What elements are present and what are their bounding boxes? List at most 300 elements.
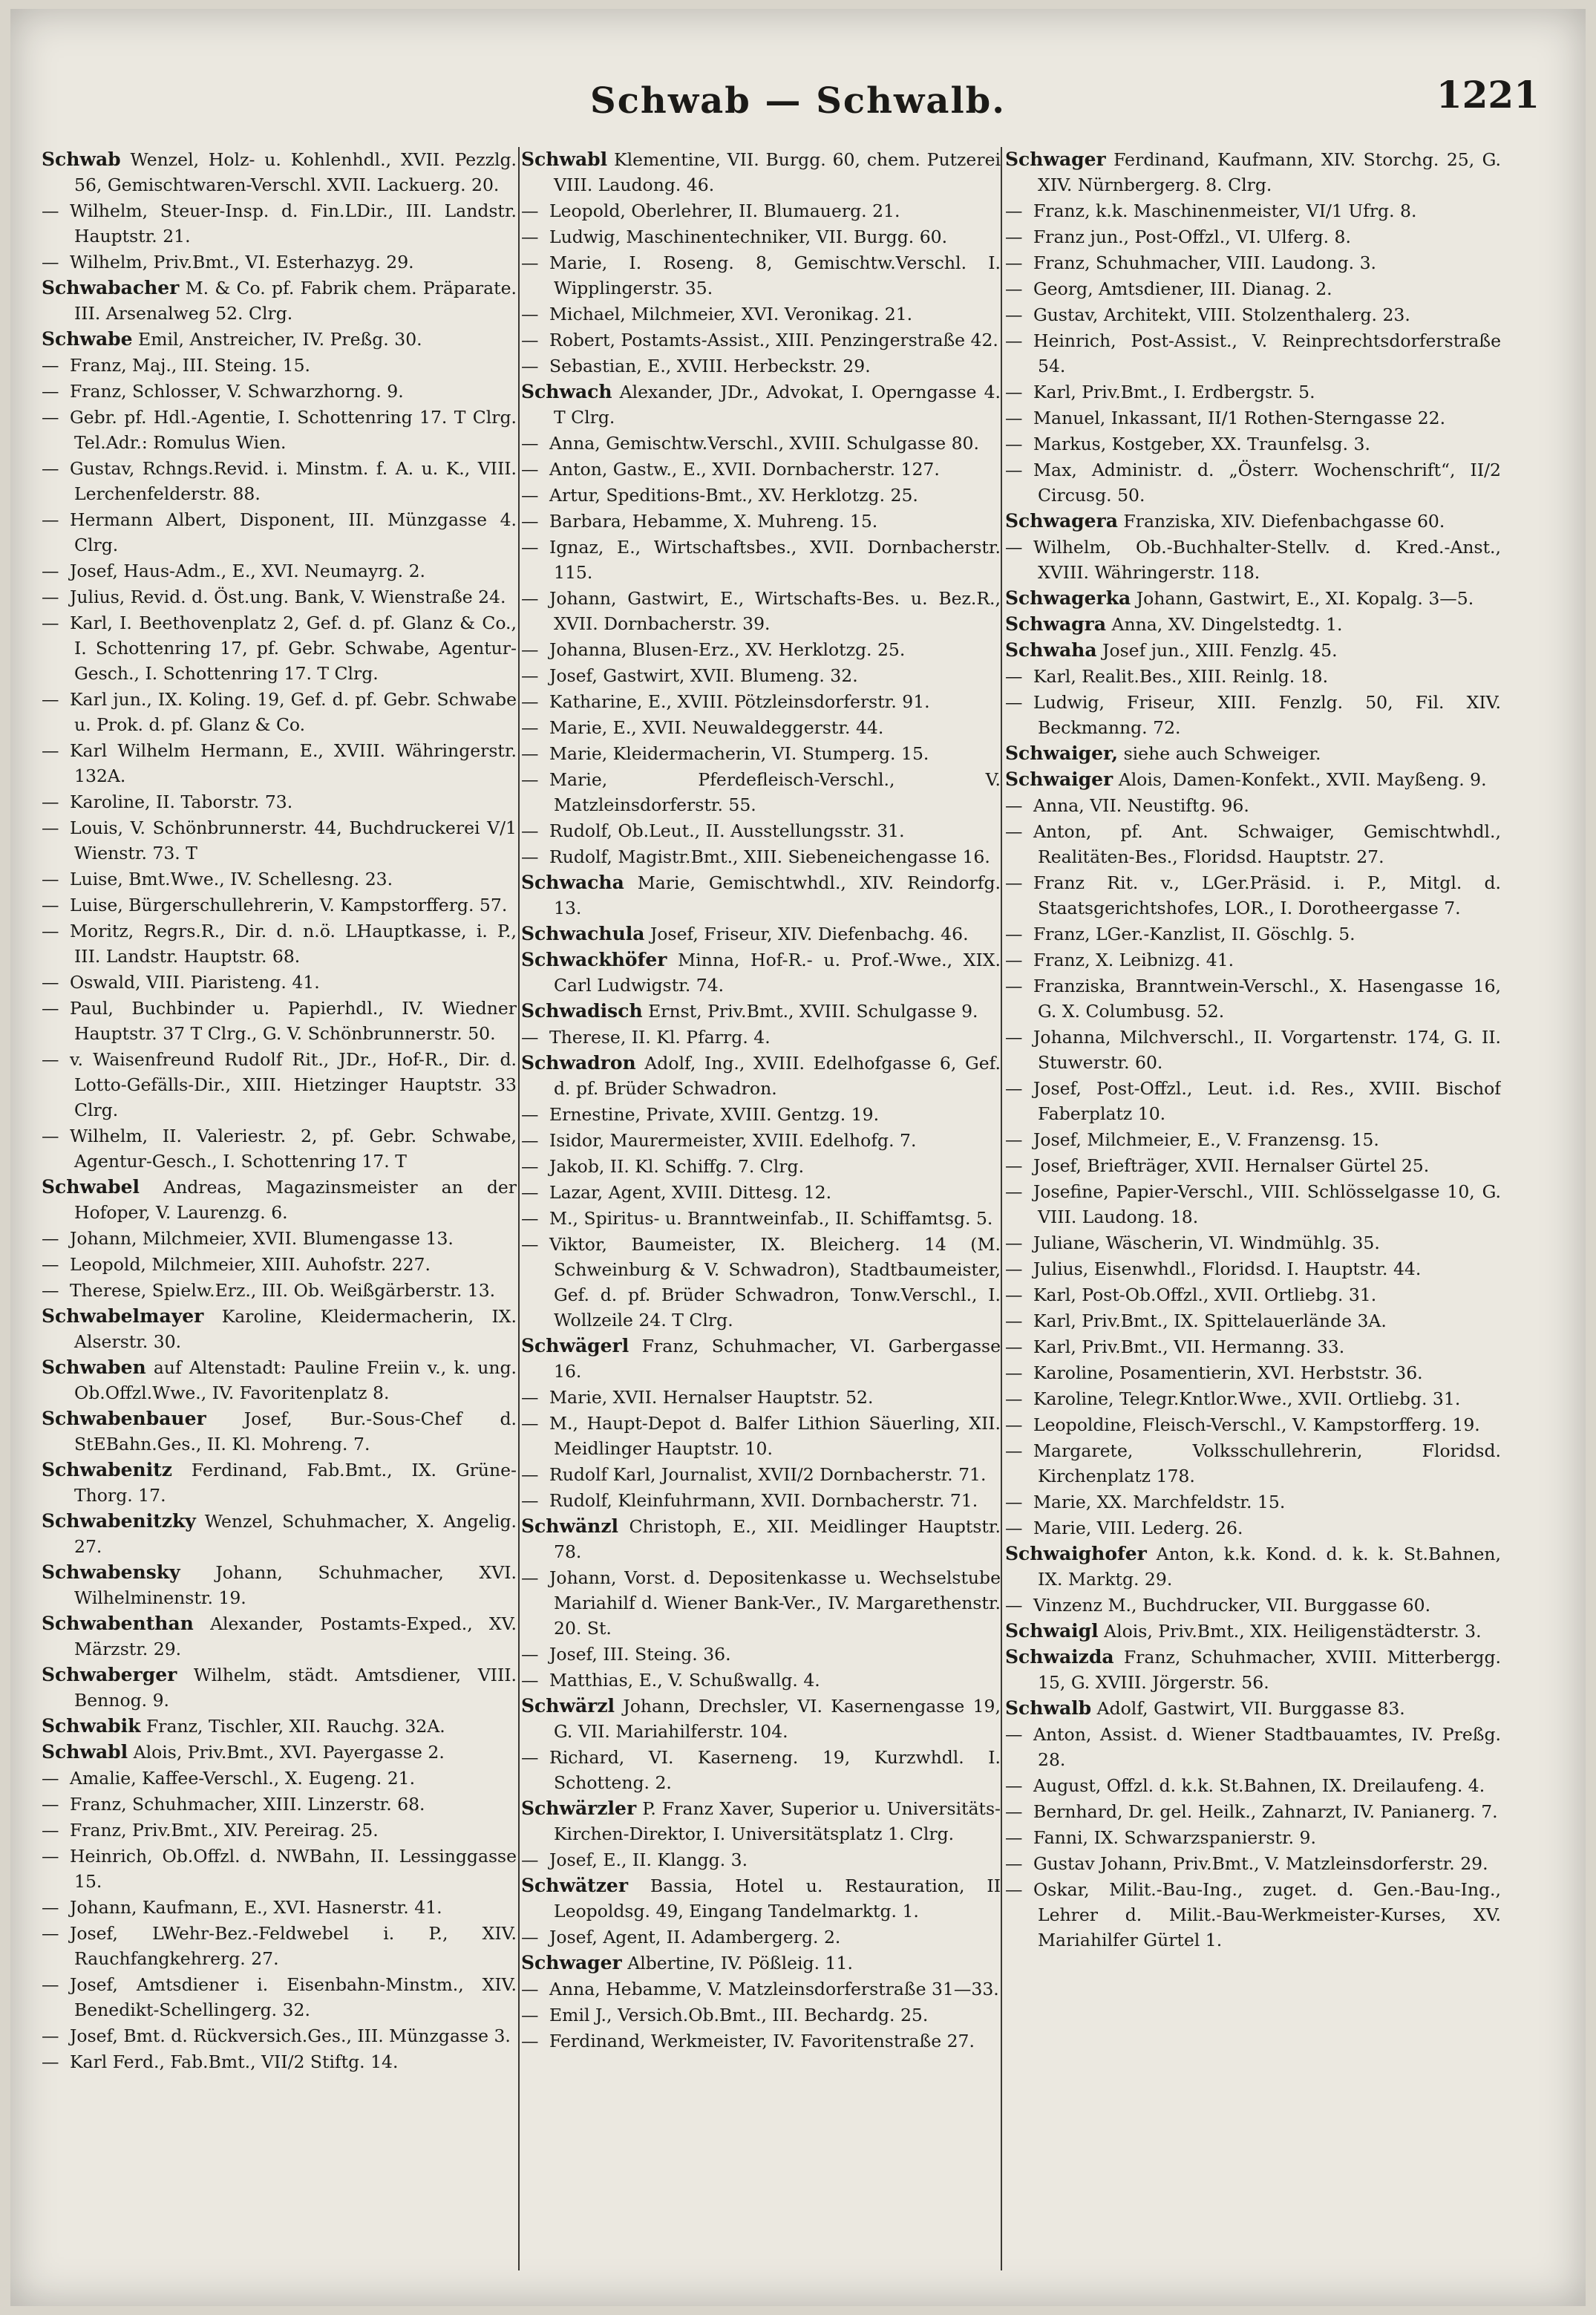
directory-entry [521, 1206, 1001, 1231]
entry-text: Minna, Hof-R.- u. Prof.-Wwe., XIX. Carl Ludwigstr. 74. [554, 950, 1001, 996]
directory-entry [521, 483, 1001, 508]
entry-text: Marie, XVII. Hernalser Hauptstr. 52. [549, 1387, 874, 1408]
entry-text: Amalie, Kaffee-Verschl., X. Eugeng. 21. [70, 1768, 416, 1789]
directory-entry [1005, 1722, 1501, 1772]
entry-text: Karoline, Posamentierin, XVI. Herbststr. 36. [1033, 1362, 1423, 1383]
continuation-dash: — [1005, 1129, 1023, 1150]
continuation-dash: — [521, 1156, 539, 1177]
entry-text: Leopold, Oberlehrer, II. Blumauerg. 21. [549, 200, 900, 221]
directory-entry [42, 1818, 517, 1843]
entry-text: Marie, Gemischtwhdl., XIV. Reindorfg. 13. [554, 872, 1001, 918]
directory-entry [1005, 1619, 1501, 1644]
continuation-dash: — [1005, 1879, 1023, 1900]
entry-surname: Schwaiger [1005, 768, 1113, 790]
continuation-dash: — [1005, 1440, 1023, 1461]
continuation-dash: — [521, 1130, 539, 1151]
entry-surname: Schwalb [1005, 1697, 1092, 1719]
entry-surname: Schwabensky [42, 1561, 180, 1583]
directory-entry [42, 1252, 517, 1277]
directory-entry [1005, 870, 1501, 921]
entry-surname: Schwaizda [1005, 1646, 1114, 1668]
entry-text: Josef, E., II. Klangg. 3. [549, 1849, 748, 1870]
entry-text: Gustav Johann, Priv.Bmt., V. Matzleinsdorferstr. 29. [1033, 1853, 1488, 1874]
entry-surname: Schwärzl [521, 1695, 615, 1717]
directory-entry [521, 1668, 1001, 1693]
directory-entry [42, 353, 517, 378]
directory-entry [521, 1694, 1001, 1744]
continuation-dash: — [521, 330, 539, 350]
continuation-dash: — [42, 1974, 59, 1995]
continuation-dash: — [1005, 226, 1023, 247]
directory-entry [1005, 586, 1501, 611]
directory-entry [521, 1488, 1001, 1513]
entry-text: Emil J., Versich.Ob.Bmt., III. Bechardg. 25. [549, 2005, 929, 2025]
entry-text: Anna, XV. Dingelstedtg. 1. [1111, 614, 1343, 635]
entry-text: Karoline, Kleidermacherin, IX. Alserstr. 30. [74, 1306, 517, 1352]
entry-text: Josef, Bmt. d. Rückversich.Ges., III. Münzgasse 3. [70, 2025, 511, 2046]
directory-entry [1005, 1515, 1501, 1541]
entry-text: Josef, Briefträger, XVII. Hernalser Gürtel 25. [1033, 1155, 1430, 1176]
entry-surname: Schwabenthan [42, 1613, 194, 1634]
entry-surname: Schwach [521, 381, 612, 402]
entry-surname: Schwaben [42, 1356, 146, 1378]
entry-text: Michael, Milchmeier, XVI. Veronikag. 21. [549, 304, 913, 324]
entry-text: Karl, Priv.Bmt., I. Erdbergstr. 5. [1033, 382, 1315, 402]
entry-text: Johann, Milchmeier, XVII. Blumengasse 13. [70, 1228, 454, 1249]
entry-text: Barbara, Hebamme, X. Muhreng. 15. [549, 511, 878, 532]
continuation-dash: — [521, 1490, 539, 1511]
directory-entry [1005, 638, 1501, 663]
entry-text: Franz, k.k. Maschinenmeister, VI/1 Ufrg. 8. [1033, 200, 1417, 221]
directory-entry [42, 1560, 517, 1610]
continuation-dash: — [42, 998, 59, 1019]
entry-text: Paul, Buchbinder u. Papierhdl., IV. Wiedner Hauptstr. 37 T Clrg., G. V. Schönbrunnerstr. 50. [70, 998, 517, 1044]
entry-text: Adolf, Gastwirt, VII. Burggasse 83. [1096, 1698, 1405, 1719]
directory-entry [521, 1642, 1001, 1667]
entry-text: Wilhelm, städt. Amtsdiener, VIII. Bennog. 9. [74, 1665, 517, 1711]
entry-text: Franziska, XIV. Diefenbachgasse 60. [1123, 511, 1445, 532]
directory-entry [521, 457, 1001, 482]
entry-text: Emil, Anstreicher, IV. Preßg. 30. [138, 329, 422, 350]
continuation-dash: — [42, 200, 59, 221]
directory-entry [42, 970, 517, 995]
entry-text: Viktor, Baumeister, IX. Bleicherg. 14 (M. Schweinburg & V. Schwadron), Stadtbaumeister, Gef. d. pf. Brüder Schwadron, Tonw.Verschl., I. Wollzeile 24. T Clrg. [549, 1234, 1001, 1330]
directory-entry [521, 327, 1001, 353]
continuation-dash: — [42, 895, 59, 915]
continuation-dash: — [1005, 1388, 1023, 1409]
entry-text: Wilhelm, II. Valeriestr. 2, pf. Gebr. Schwabe, Agentur-Gesch., I. Schottenring 17. T [70, 1126, 517, 1172]
continuation-dash: — [42, 252, 59, 272]
continuation-dash: — [521, 846, 539, 867]
continuation-dash: — [521, 200, 539, 221]
directory-entry [1005, 973, 1501, 1024]
entry-text: Oskar, Milit.-Bau-Ing., zuget. d. Gen.-Bau-Ing., Lehrer d. Milit.-Bau-Werkmeister-Kurses, XV. Mariahilfer Gürtel 1. [1033, 1879, 1501, 1950]
directory-entry [42, 456, 517, 506]
entry-text: Ferdinand, Kaufmann, XIV. Storchg. 25, G. XIV. Nürnbergerg. 8. Clrg. [1038, 149, 1501, 195]
directory-entry [1005, 535, 1501, 585]
entry-text: Karl jun., IX. Koling. 19, Gef. d. pf. Gebr. Schwabe u. Prok. d. pf. Glanz & Co. [70, 689, 517, 735]
continuation-dash: — [521, 2005, 539, 2025]
entry-surname: Schwaberger [42, 1664, 177, 1685]
entry-text: Josefine, Papier-Verschl., VIII. Schlösselgasse 10, G. VIII. Laudong. 18. [1033, 1181, 1501, 1227]
continuation-dash: — [1005, 408, 1023, 428]
continuation-dash: — [521, 588, 539, 609]
entry-text: Anna, VII. Neustiftg. 96. [1033, 795, 1249, 816]
directory-entry [521, 663, 1001, 688]
entry-surname: Schwager [1005, 148, 1106, 170]
continuation-dash: — [1005, 434, 1023, 454]
directory-entry [1005, 1127, 1501, 1152]
directory-entry [42, 275, 517, 326]
directory-entry [521, 844, 1001, 869]
continuation-dash: — [42, 817, 59, 838]
continuation-dash: — [42, 561, 59, 581]
directory-entry [521, 921, 1001, 947]
directory-entry [521, 1411, 1001, 1461]
page-number: 1221 [1436, 73, 1540, 117]
directory-entry [521, 637, 1001, 662]
continuation-dash: — [521, 639, 539, 660]
directory-entry [1005, 379, 1501, 405]
continuation-dash: — [521, 1567, 539, 1588]
directory-entry [1005, 690, 1501, 740]
entry-surname: Schwabenitzky [42, 1510, 196, 1532]
directory-entry [1005, 1825, 1501, 1850]
entry-text: Franz, Schuhmacher, XVIII. Mitterbergg. 15, G. XVIII. Jörgerstr. 56. [1038, 1647, 1501, 1693]
directory-entry [521, 250, 1001, 301]
entry-text: Julius, Revid. d. Öst.ung. Bank, V. Wienstraße 24. [70, 587, 506, 607]
directory-entry [42, 1123, 517, 1174]
continuation-dash: — [521, 1927, 539, 1947]
continuation-dash: — [42, 1794, 59, 1815]
continuation-dash: — [1005, 1310, 1023, 1331]
directory-entry [1005, 1179, 1501, 1230]
entry-text: Johann, Vorst. d. Depositenkasse u. Wechselstube Mariahilf d. Wiener Bank-Ver., IV. Margarethenstr. 20. St. [549, 1567, 1001, 1639]
continuation-dash: — [521, 1644, 539, 1665]
continuation-dash: — [42, 1846, 59, 1867]
continuation-dash: — [1005, 692, 1023, 713]
directory-entry [42, 379, 517, 404]
continuation-dash: — [521, 1208, 539, 1229]
continuation-dash: — [1005, 382, 1023, 402]
continuation-dash: — [521, 1747, 539, 1768]
entry-text: Anton, k.k. Kond. d. k. k. St.Bahnen, IX. Marktg. 29. [1038, 1544, 1501, 1590]
continuation-dash: — [42, 1820, 59, 1841]
entry-text: Franz, Schlosser, V. Schwarzhorng. 9. [70, 381, 404, 402]
entry-text: Wilhelm, Steuer-Insp. d. Fin.LDir., III. Landstr. Hauptstr. 21. [70, 200, 517, 246]
entry-text: Rudolf, Kleinfuhrmann, XVII. Dornbacherstr. 71. [549, 1490, 978, 1511]
directory-entry [1005, 1851, 1501, 1876]
directory-entry [1005, 1696, 1501, 1721]
continuation-dash: — [42, 613, 59, 633]
entry-text: Margarete, Volksschullehrerin, Floridsd. Kirchenplatz 178. [1033, 1440, 1501, 1486]
column-divider [1001, 147, 1002, 2270]
directory-entry [521, 1462, 1001, 1487]
directory-entry [42, 610, 517, 686]
entry-text: Franz, Schuhmacher, VIII. Laudong. 3. [1033, 252, 1377, 273]
directory-entry [1005, 1773, 1501, 1798]
entry-surname: Schwabel [42, 1176, 140, 1198]
continuation-dash: — [1005, 1027, 1023, 1048]
continuation-dash: — [1005, 1155, 1023, 1176]
directory-entry [521, 147, 1001, 197]
continuation-dash: — [1005, 304, 1023, 325]
continuation-dash: — [521, 1849, 539, 1870]
continuation-dash: — [521, 769, 539, 790]
directory-entry [1005, 457, 1501, 508]
entry-text: Matthias, E., V. Schußwallg. 4. [549, 1670, 820, 1691]
continuation-dash: — [42, 689, 59, 710]
continuation-dash: — [1005, 1492, 1023, 1512]
directory-entry [521, 1051, 1001, 1101]
continuation-dash: — [521, 1979, 539, 1999]
entry-surname: Schwadron [521, 1052, 636, 1074]
entry-text: M., Spiritus- u. Branntweinfab., II. Schiffamtsg. 5. [549, 1208, 993, 1229]
directory-entry [1005, 147, 1501, 197]
directory-entry [521, 2002, 1001, 2028]
directory-entry [42, 789, 517, 814]
directory-entry [42, 1278, 517, 1303]
entry-text: Josef, Haus-Adm., E., XVI. Neumayrg. 2. [70, 561, 425, 581]
continuation-dash: — [42, 740, 59, 761]
directory-entry [521, 2028, 1001, 2054]
entry-text: Franz, LGer.-Kanzlist, II. Göschlg. 5. [1033, 924, 1355, 944]
continuation-dash: — [42, 1126, 59, 1146]
directory-entry [1005, 767, 1501, 792]
entry-text: Gebr. pf. Hdl.-Agentie, I. Schottenring 17. T Clrg. Tel.Adr.: Romulus Wien. [70, 407, 517, 453]
directory-entry [1005, 1308, 1501, 1333]
directory-entry [1005, 1541, 1501, 1592]
entry-text: Anna, Hebamme, V. Matzleinsdorferstraße 31—33. [549, 1979, 999, 1999]
directory-entry [42, 558, 517, 584]
entry-text: Adolf, Ing., XVIII. Edelhofgasse 6, Gef. d. pf. Brüder Schwadron. [554, 1053, 1001, 1099]
entry-text: Heinrich, Ob.Offzl. d. NWBahn, II. Lessinggasse 15. [70, 1846, 517, 1892]
entry-text: Ludwig, Maschinentechniker, VII. Burgg. 60. [549, 226, 948, 247]
entry-surname: Schwabik [42, 1715, 141, 1737]
entry-text: Sebastian, E., XVIII. Herbeckstr. 29. [549, 356, 871, 376]
directory-page [10, 9, 1586, 2306]
entry-text: Franz, Maj., III. Steing. 15. [70, 355, 311, 376]
directory-entry [521, 586, 1001, 636]
entry-text: Jakob, II. Kl. Schiffg. 7. Clrg. [549, 1156, 805, 1177]
entry-text: Vinzenz M., Buchdrucker, VII. Burggasse 60. [1033, 1595, 1431, 1616]
continuation-dash: — [42, 2051, 59, 2072]
entry-text: Josef, Amtsdiener i. Eisenbahn-Minstm., XIV. Benedikt-Schellingerg. 32. [70, 1974, 517, 2020]
directory-entry [42, 1714, 517, 1739]
entry-text: Johann, Schuhmacher, XVI. Wilhelminenstr. 19. [74, 1562, 517, 1608]
directory-entry [42, 1509, 517, 1559]
directory-entry [1005, 1334, 1501, 1359]
directory-entry [521, 1128, 1001, 1153]
directory-entry [42, 1047, 517, 1123]
continuation-dash: — [521, 1387, 539, 1408]
entry-text: Gustav, Architekt, VIII. Stolzenthalerg. 23. [1033, 304, 1410, 325]
directory-entry [42, 1662, 517, 1713]
directory-entry [521, 1796, 1001, 1847]
entry-text: Josef, Friseur, XIV. Diefenbachg. 46. [650, 924, 969, 944]
directory-entry [521, 431, 1001, 456]
entry-text: auf Altenstadt: Pauline Freiin v., k. ung. Ob.Offzl.Wwe., IV. Favoritenplatz 8. [74, 1357, 517, 1403]
continuation-dash: — [1005, 1775, 1023, 1796]
entry-text: Karl, Priv.Bmt., VII. Hermanng. 33. [1033, 1336, 1345, 1357]
entry-text: Richard, VI. Kaserneng. 19, Kurzwhdl. I. Schotteng. 2. [549, 1747, 1001, 1793]
entry-text: Robert, Postamts-Assist., XIII. Penzingerstraße 42. [549, 330, 998, 350]
directory-entry [521, 1514, 1001, 1564]
directory-entry [42, 198, 517, 249]
continuation-dash: — [521, 511, 539, 532]
entry-text: Oswald, VIII. Piaristeng. 41. [70, 972, 320, 993]
directory-entry [521, 1745, 1001, 1795]
entry-text: Wilhelm, Ob.-Buchhalter-Stellv. d. Kred.-Anst., XVIII. Währingerstr. 118. [1033, 537, 1501, 583]
directory-entry [42, 892, 517, 918]
entry-text: M. & Co. pf. Fabrik chem. Präparate. III. Arsenalweg 52. Clrg. [74, 278, 517, 324]
entry-surname: Schwagera [1005, 510, 1118, 532]
entry-text: Marie, XX. Marchfeldstr. 15. [1033, 1492, 1286, 1512]
continuation-dash: — [1005, 1595, 1023, 1616]
entry-text: Moritz, Regrs.R., Dir. d. n.ö. LHauptkasse, i. P., III. Landstr. Hauptstr. 68. [70, 921, 517, 967]
directory-entry [521, 947, 1001, 998]
entry-text: Marie, VIII. Lederg. 26. [1033, 1518, 1243, 1538]
directory-entry [1005, 664, 1501, 689]
continuation-dash: — [521, 1027, 539, 1048]
entry-text: Christoph, E., XII. Meidlinger Hauptstr. 78. [554, 1516, 1001, 1562]
entry-text: M., Haupt-Depot d. Balfer Lithion Säuerling, XII. Meidlinger Hauptstr. 10. [549, 1413, 1001, 1459]
entry-text: Karoline, Telegr.Kntlor.Wwe., XVII. Ortliebg. 31. [1033, 1388, 1461, 1409]
directory-entry [1005, 741, 1501, 766]
continuation-dash: — [42, 791, 59, 812]
continuation-dash: — [521, 665, 539, 686]
entry-surname: Schwachula [521, 923, 645, 944]
entry-text: Josef, Agent, II. Adambergerg. 2. [549, 1927, 841, 1947]
continuation-dash: — [1005, 200, 1023, 221]
entry-text: Josef, Bur.-Sous-Chef d. StEBahn.Ges., II. Kl. Mohreng. 7. [74, 1408, 517, 1454]
entry-text: Karl, Post-Ob.Offzl., XVII. Ortliebg. 31. [1033, 1284, 1377, 1305]
directory-entry [42, 1895, 517, 1920]
directory-entry [521, 689, 1001, 714]
continuation-dash: — [1005, 1362, 1023, 1383]
directory-entry [521, 818, 1001, 843]
continuation-dash: — [1005, 924, 1023, 944]
entry-text: Ignaz, E., Wirtschaftsbes., XVII. Dornbacherstr. 115. [549, 537, 1001, 583]
continuation-dash: — [1005, 1518, 1023, 1538]
directory-entry [1005, 1645, 1501, 1695]
directory-entry [521, 301, 1001, 327]
entry-text: Louis, V. Schönbrunnerstr. 44, Buchdruckerei V/1 Wienstr. 73. T [70, 817, 517, 863]
directory-entry [521, 1102, 1001, 1127]
entry-text: Marie, Pferdefleisch-Verschl., V. Matzleinsdorferstr. 55. [549, 769, 1001, 815]
directory-entry [521, 198, 1001, 223]
continuation-dash: — [1005, 252, 1023, 273]
directory-entry [42, 1792, 517, 1817]
directory-entry [42, 996, 517, 1046]
continuation-dash: — [42, 1923, 59, 1944]
entry-surname: Schwackhöfer [521, 949, 667, 970]
continuation-dash: — [1005, 795, 1023, 816]
entry-text: Alois, Priv.Bmt., XVI. Payergasse 2. [133, 1742, 445, 1763]
entry-text: Fanni, IX. Schwarzspanierstr. 9. [1033, 1827, 1316, 1848]
continuation-dash: — [1005, 1181, 1023, 1202]
entry-text: Hermann Albert, Disponent, III. Münzgasse 4. Clrg. [70, 509, 517, 555]
entry-text: Julius, Eisenwhdl., Floridsd. I. Hauptstr. 44. [1033, 1258, 1422, 1279]
entry-text: Heinrich, Post-Assist., V. Reinprechtsdorferstraße 54. [1033, 330, 1501, 376]
entry-text: Wilhelm, Priv.Bmt., VI. Esterhazyg. 29. [70, 252, 414, 272]
continuation-dash: — [1005, 460, 1023, 480]
continuation-dash: — [521, 1413, 539, 1434]
entry-text: Leopold, Milchmeier, XIII. Auhofstr. 227. [70, 1254, 431, 1275]
entry-text: Johanna, Blusen-Erz., XV. Herklotzg. 25. [549, 639, 906, 660]
directory-entry [42, 2049, 517, 2074]
directory-entry [42, 147, 517, 197]
entry-text: Johann, Drechsler, VI. Kasernengasse 19, G. VII. Mariahilferstr. 104. [554, 1696, 1001, 1742]
directory-entry [42, 1844, 517, 1894]
directory-entry [42, 1740, 517, 1765]
directory-entry [521, 1873, 1001, 1924]
directory-entry [42, 1921, 517, 1971]
entry-text: Ernestine, Private, XVIII. Gentzg. 19. [549, 1104, 880, 1125]
entry-text: Therese, II. Kl. Pfarrg. 4. [549, 1027, 771, 1048]
entry-surname: Schwabe [42, 328, 133, 350]
directory-entry [1005, 431, 1501, 457]
entry-text: Andreas, Magazinsmeister an der Hofoper, V. Laurenzg. 6. [74, 1177, 517, 1223]
directory-entry [1005, 1593, 1501, 1618]
entry-text: Franz, Schuhmacher, VI. Garbergasse 16. [554, 1336, 1001, 1382]
entry-text: Franziska, Branntwein-Verschl., X. Hasengasse 16, G. X. Columbusg. 52. [1033, 976, 1501, 1022]
continuation-dash: — [521, 1182, 539, 1203]
column-3 [1005, 147, 1501, 2285]
entry-text: Markus, Kostgeber, XX. Traunfelsg. 3. [1033, 434, 1370, 454]
entry-text: Ferdinand, Fab.Bmt., IX. Grüne-Thorg. 17. [74, 1460, 517, 1506]
directory-entry [42, 507, 517, 558]
directory-entry [1005, 1256, 1501, 1281]
continuation-dash: — [521, 820, 539, 841]
continuation-dash: — [1005, 1801, 1023, 1822]
continuation-dash: — [521, 226, 539, 247]
directory-entry [1005, 1282, 1501, 1307]
directory-entry [1005, 302, 1501, 327]
directory-entry [42, 584, 517, 610]
entry-text: Alois, Damen-Konfekt., XVII. Mayßeng. 9. [1118, 769, 1487, 790]
entry-text: Karl, Priv.Bmt., IX. Spittelauerlände 3A. [1033, 1310, 1387, 1331]
directory-entry [42, 2023, 517, 2048]
entry-text: Marie, E., XVII. Neuwaldeggerstr. 44. [549, 717, 884, 738]
directory-entry [42, 1355, 517, 1405]
directory-entry [1005, 1438, 1501, 1489]
continuation-dash: — [1005, 1078, 1023, 1099]
continuation-dash: — [42, 355, 59, 376]
continuation-dash: — [521, 252, 539, 273]
directory-entry [42, 866, 517, 892]
entry-text: Franz jun., Post-Offzl., VI. Ulferg. 8. [1033, 226, 1351, 247]
entry-text: Georg, Amtsdiener, III. Dianag. 2. [1033, 278, 1332, 299]
directory-entry [521, 870, 1001, 921]
entry-text: Ludwig, Friseur, XIII. Fenzlg. 50, Fil. XIV. Beckmanng. 72. [1033, 692, 1501, 738]
entry-text: P. Franz Xaver, Superior u. Universitäts-Kirchen-Direktor, I. Universitätsplatz 1. Clrg. [554, 1798, 1001, 1844]
directory-entry [1005, 328, 1501, 379]
column-2 [521, 147, 1001, 2285]
entry-surname: Schwagerka [1005, 587, 1131, 609]
directory-entry [42, 405, 517, 455]
directory-entry [1005, 1489, 1501, 1515]
continuation-dash: — [42, 1228, 59, 1249]
entry-text: Luise, Bmt.Wwe., IV. Schellesng. 23. [70, 869, 393, 889]
continuation-dash: — [1005, 1853, 1023, 1874]
continuation-dash: — [1005, 1414, 1023, 1435]
directory-entry [1005, 793, 1501, 818]
continuation-dash: — [521, 2031, 539, 2051]
directory-entry [521, 379, 1001, 430]
directory-entry [521, 224, 1001, 249]
directory-entry [521, 741, 1001, 766]
